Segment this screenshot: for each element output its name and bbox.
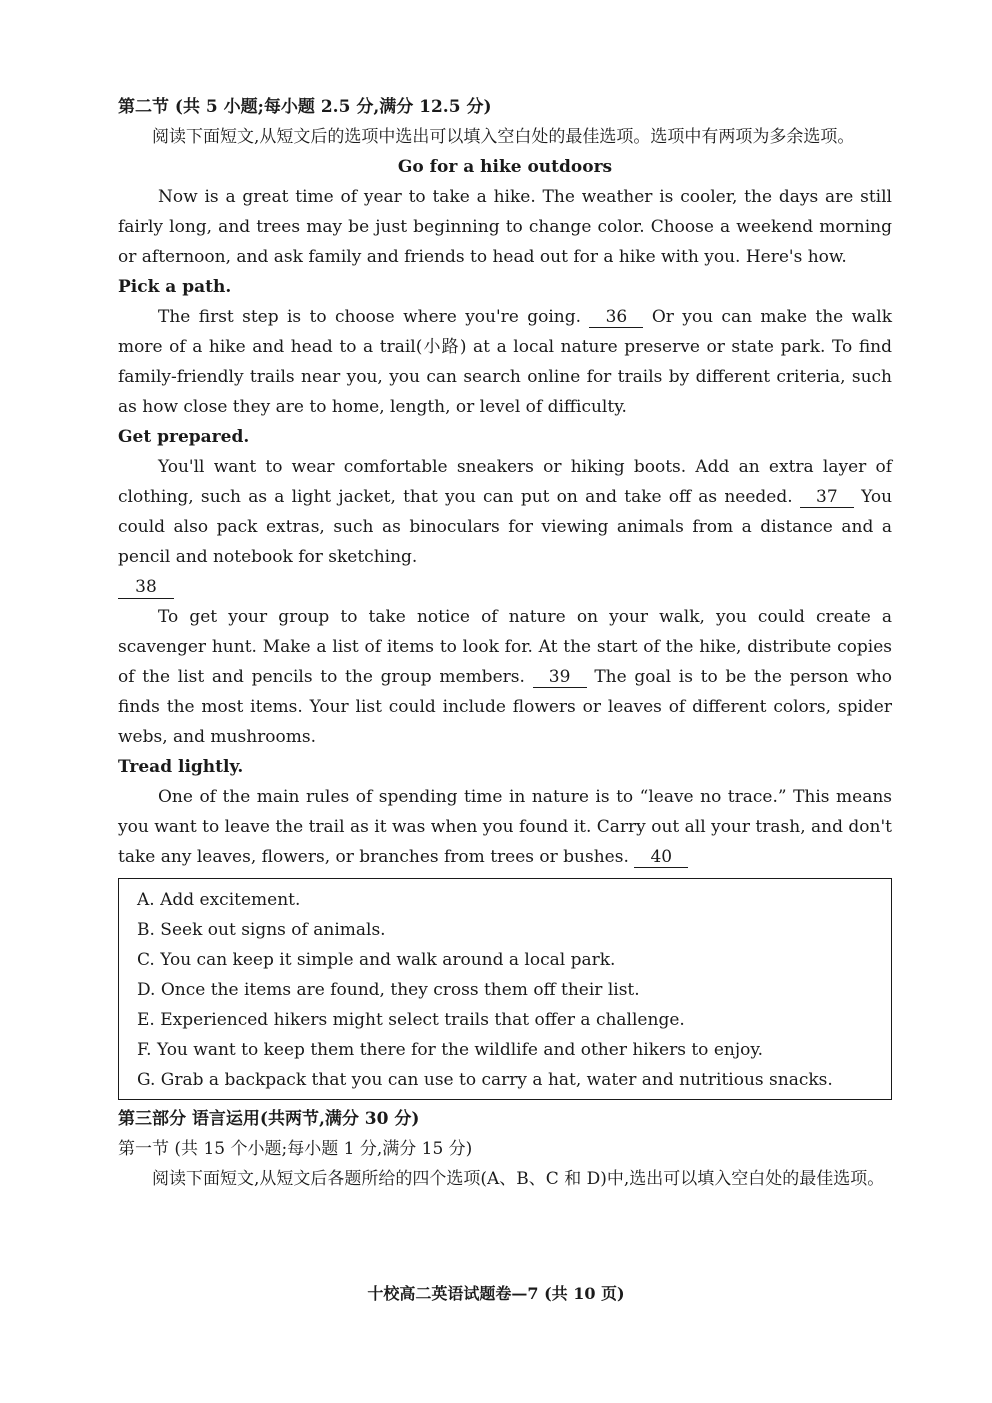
- pick-text-a: The first step is to choose where you're going.: [158, 307, 582, 327]
- prep-text-a: You'll want to wear comfortable sneakers or hiking boots. Add an extra layer of clothing, such as a light jacket, that you can put on and take off as needed.: [118, 457, 892, 507]
- hunt-text-b: The goal is to be the person who finds the most items. Your list could include flowers or leaves of different colors, spider webs, and mushrooms.: [118, 667, 893, 747]
- pick-paragraph: [118, 302, 892, 422]
- page-footer: 十校高二英语试题卷—7 (共 10 页): [367, 1284, 625, 1303]
- blank-40: 40: [634, 847, 688, 868]
- section2-instruction: 阅读下面短文,从短文后的选项中选出可以填入空白处的最佳选项。选项中有两项为多余选项。: [152, 127, 855, 147]
- tread-heading: Tread lightly.: [118, 757, 244, 777]
- hunt-paragraph: [118, 602, 892, 752]
- heading-38-line: [118, 572, 892, 602]
- option-a: A. Add excitement.: [137, 890, 301, 910]
- tread-paragraph: [118, 782, 892, 872]
- option-d: D. Once the items are found, they cross them off their list.: [137, 980, 640, 1000]
- prep-text-b: You could also pack extras, such as binoculars for viewing animals from a distance and a pencil and notebook for sketching.: [118, 487, 893, 567]
- prep-paragraph: [118, 452, 892, 572]
- prep-heading: Get prepared.: [118, 427, 250, 447]
- pick-heading: Pick a path.: [118, 277, 232, 297]
- tread-text-a: One of the main rules of spending time in nature is to “leave no trace.” This means you want to leave the trail as it was when you found it. Carry out all your trash, and don't take any leaves, flowers, or branches from trees or bushes.: [118, 787, 892, 867]
- option-b: B. Seek out signs of animals.: [137, 920, 386, 940]
- hunt-text-a: To get your group to take notice of nature on your walk, you could create a scavenger hunt. Make a list of items to look for. At the start of the hike, distribute copies of the list and pencils to the group members.: [118, 607, 892, 687]
- blank-39: 39: [533, 667, 587, 688]
- blank-36: 36: [589, 307, 643, 328]
- option-g: G. Grab a backpack that you can use to carry a hat, water and nutritious snacks.: [137, 1070, 833, 1090]
- blank-37: 37: [800, 487, 854, 508]
- option-e: E. Experienced hikers might select trails that offer a challenge.: [137, 1010, 685, 1030]
- option-c: C. You can keep it simple and walk around a local park.: [137, 950, 616, 970]
- blank-38: 38: [118, 576, 174, 599]
- section2-heading: 第二节 (共 5 小题;每小题 2.5 分,满分 12.5 分): [118, 97, 492, 117]
- part3-heading: 第三部分 语言运用(共两节,满分 30 分): [118, 1109, 420, 1129]
- article-title: Go for a hike outdoors: [397, 157, 613, 177]
- pick-text-b: Or you can make the walk more of a hike and head to a trail(小路) at a local nature preserve or state park. To find family-friendly trails near you, you can search online for trails by different criteria, such as how close they are to home, length, or level of difficulty.: [118, 307, 893, 417]
- intro-paragraph: Now is a great time of year to take a hike. The weather is cooler, the days are still fairly long, and trees may be just beginning to change color. Choose a weekend morning or afternoon, and ask family and friends to head out for a hike with you. Here's how.: [118, 187, 892, 267]
- exam-page: [118, 92, 892, 1194]
- part3-sub-heading: 第一节 (共 15 个小题;每小题 1 分,满分 15 分): [118, 1139, 473, 1159]
- part3-instruction: 阅读下面短文,从短文后各题所给的四个选项(A、B、C 和 D)中,选出可以填入空白处的最佳选项。: [152, 1169, 885, 1189]
- options-box: [118, 878, 892, 1100]
- option-f: F. You want to keep them there for the wildlife and other hikers to enjoy.: [137, 1040, 764, 1060]
